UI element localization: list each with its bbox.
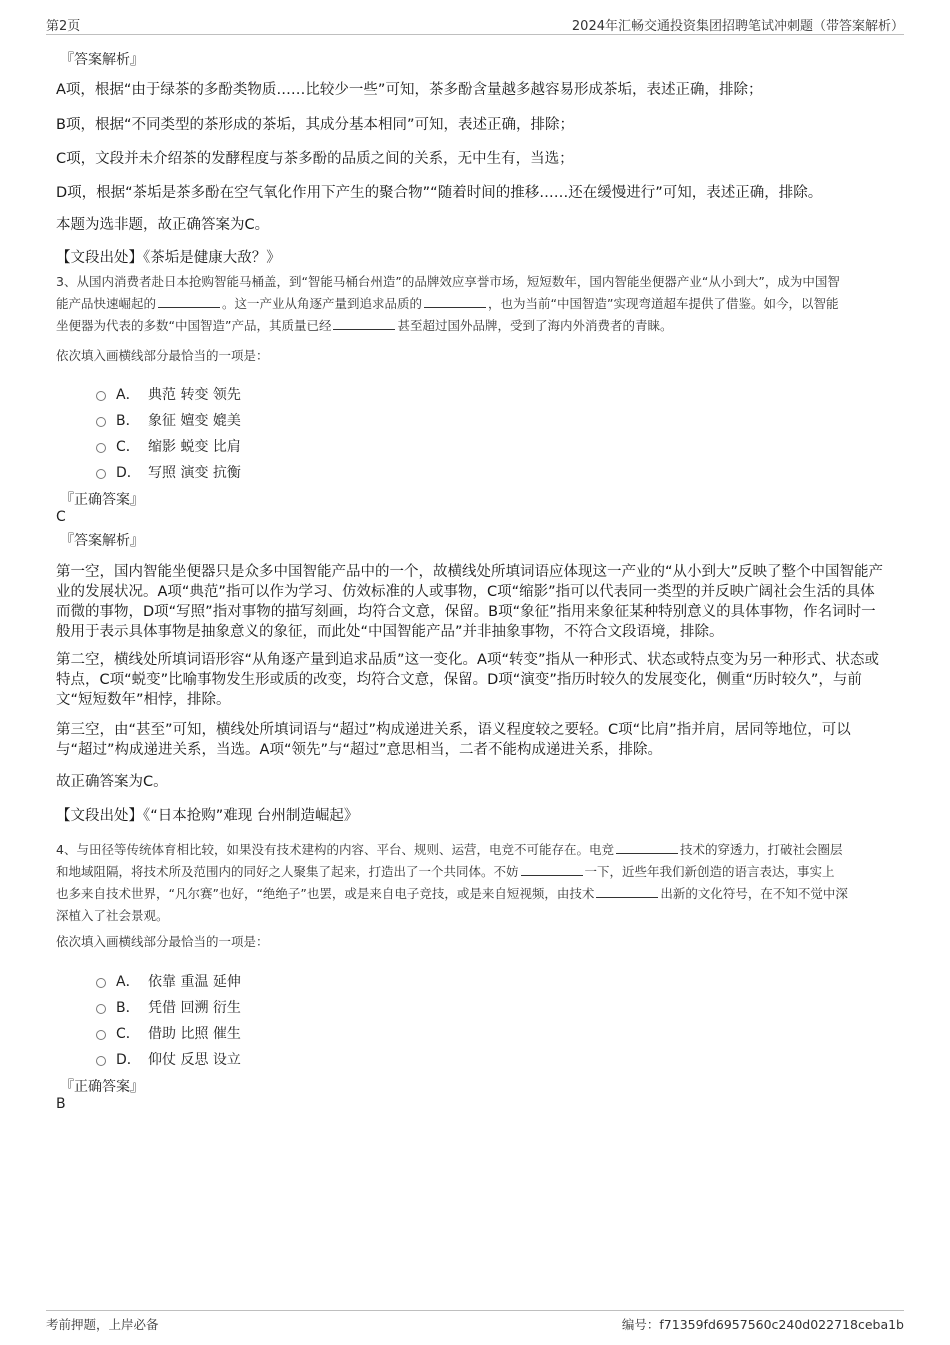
q2-analysis-line-c: C项，文段并未介绍茶的发酵程度与茶多酚的品质之间的关系，无中生有，当选； xyxy=(56,151,574,167)
q4-option-c[interactable]: C． 借助 比照 催生 xyxy=(96,1023,241,1043)
q2-analysis-label: 『答案解析』 xyxy=(60,52,144,68)
radio-icon[interactable] xyxy=(96,417,106,427)
q4-option-a[interactable]: A． 依靠 重温 延伸 xyxy=(96,971,241,991)
radio-icon[interactable] xyxy=(96,469,106,479)
page-header xyxy=(46,14,904,35)
blank-3 xyxy=(596,885,658,898)
q3-stem-line-3: 坐便器为代表的多数“中国智造”产品，其质量已经 甚至超过国外品牌，受到了海内外消费者的青睐。 xyxy=(56,318,673,333)
q4-stem-line-4: 深植入了社会景观。 xyxy=(56,908,169,923)
q2-analysis-line-b: B项，根据“不同类型的茶形成的茶垢，其成分基本相同”可知，表述正确，排除； xyxy=(56,117,574,133)
radio-icon[interactable] xyxy=(96,443,106,453)
q3-analysis-p3: 第三空，由“甚至”可知，横线处所填词语与“超过”构成递进关系，语义程度较之要轻。C项“比肩”指并肩，居同等地位，可以与“超过”构成递进关系，当选。A项“领先”与“超过”意思相当，二者不能构成递进关系，排除。 xyxy=(56,722,851,758)
radio-icon[interactable] xyxy=(96,1004,106,1014)
q4-option-b[interactable]: B． 凭借 回溯 衍生 xyxy=(96,997,241,1017)
q3-option-b[interactable]: B． 象征 嬗变 媲美 xyxy=(96,410,241,430)
q4-stem-line-1: 4、与田径等传统体育相比较，如果没有技术建构的内容、平台、规则、运营，电竞不可能存在。电竞 技术的穿透力，打破社会圈层 xyxy=(56,842,843,857)
q4-stem xyxy=(56,839,906,927)
blank-1 xyxy=(158,295,220,308)
q3-source: 【文段出处】《“日本抢购”难现 台州制造崛起》 xyxy=(56,808,359,824)
q3-option-a[interactable]: A． 典范 转变 领先 xyxy=(96,384,241,404)
q3-option-d[interactable]: D． 写照 演变 抗衡 xyxy=(96,462,241,482)
q3-answer-label: 『正确答案』 xyxy=(60,492,144,508)
q3-prompt: 依次填入画横线部分最恰当的一项是： xyxy=(56,348,269,363)
q3-stem-line-1: 3、从国内消费者赴日本抢购智能马桶盖，到“智能马桶台州造”的品牌效应享誉市场，短短数年，国内智能坐便器产业“从小到大”，成为中国智 xyxy=(56,274,840,289)
q4-answer-label: 『正确答案』 xyxy=(60,1079,144,1095)
radio-icon[interactable] xyxy=(96,1030,106,1040)
q3-conclusion: 故正确答案为C。 xyxy=(56,774,168,790)
q3-answer: C xyxy=(56,509,66,525)
radio-icon[interactable] xyxy=(96,1056,106,1066)
q4-option-d[interactable]: D． 仰仗 反思 设立 xyxy=(96,1049,241,1069)
document-id: 编号：f71359fd6957560c240d022718ceba1b xyxy=(621,1317,904,1332)
footer-slogan: 考前押题，上岸必备 xyxy=(46,1317,159,1332)
q2-analysis-line-d: D项，根据“茶垢是茶多酚在空气氧化作用下产生的聚合物”“随着时间的推移……还在缓慢进行”可知，表述正确，排除。 xyxy=(56,185,823,201)
q2-analysis-line-a: A项，根据“由于绿茶的多酚类物质……比较少一些”可知，茶多酚含量越多越容易形成茶垢，表述正确，排除； xyxy=(56,82,763,98)
blank-2 xyxy=(424,295,486,308)
q3-analysis-label: 『答案解析』 xyxy=(60,533,144,549)
document-title: 2024年汇畅交通投资集团招聘笔试冲刺题（带答案解析） xyxy=(571,19,904,34)
q4-stem-line-2: 和地域阻隔，将技术所及范围内的同好之人聚集了起来，打造出了一个共同体。不妨 一下，近些年我们新创造的语言表达，事实上 xyxy=(56,864,835,879)
q3-analysis-p2: 第二空，横线处所填词语形容“从角逐产量到追求品质”这一变化。A项“转变”指从一种形式、状态或特点变为另一种形式、状态或特点，C项“蜕变”比喻事物发生形或质的改变，均符合文意，保留。D项“演变”指历时较久的发展变化，侧重“历时较久”，与前文“短短数年”相悖，排除。 xyxy=(56,652,879,708)
radio-icon[interactable] xyxy=(96,978,106,988)
blank-2 xyxy=(521,863,583,876)
radio-icon[interactable] xyxy=(96,391,106,401)
q4-stem-line-3: 也多来自技术世界，“凡尔赛”也好，“绝绝子”也罢，或是来自电子竞技，或是来自短视频，由技术 出新的文化符号，在不知不觉中深 xyxy=(56,886,848,901)
q4-answer: B xyxy=(56,1096,66,1112)
q3-option-c[interactable]: C． 缩影 蜕变 比肩 xyxy=(96,436,241,456)
blank-3 xyxy=(333,317,395,330)
q3-analysis-p1: 第一空，国内智能坐便器只是众多中国智能产品中的一个，故横线处所填词语应体现这一产业的“从小到大”反映了整个中国智能产业的发展状况。A项“典范”指可以作为学习、仿效标准的人或事物，C项“缩影”指可以代表同一类型的并反映广阔社会生活的具体而微的事物，D项“写照”指对事物的描写刻画，均符合文意，保留。B项“象征”指用来象征某种特别意义的具体事物，作名词时一般用于表示具体事物是抽象意义的象征，而此处“中国智能产品”并非抽象事物，不符合文段语境，排除。 xyxy=(56,564,884,640)
page-number: 第2页 xyxy=(46,19,81,34)
q2-source: 【文段出处】《茶垢是健康大敌？》 xyxy=(56,250,281,266)
q4-prompt: 依次填入画横线部分最恰当的一项是： xyxy=(56,934,269,949)
q2-conclusion: 本题为选非题，故正确答案为C。 xyxy=(56,217,270,233)
blank-1 xyxy=(616,841,678,854)
q3-stem-line-2: 能产品快速崛起的 。这一产业从角逐产量到追求品质的 ，也为当前“中国智造”实现弯道超车提供了借鉴。如今，以智能 xyxy=(56,296,839,311)
page-footer xyxy=(46,1310,904,1335)
q3-stem xyxy=(56,271,896,337)
